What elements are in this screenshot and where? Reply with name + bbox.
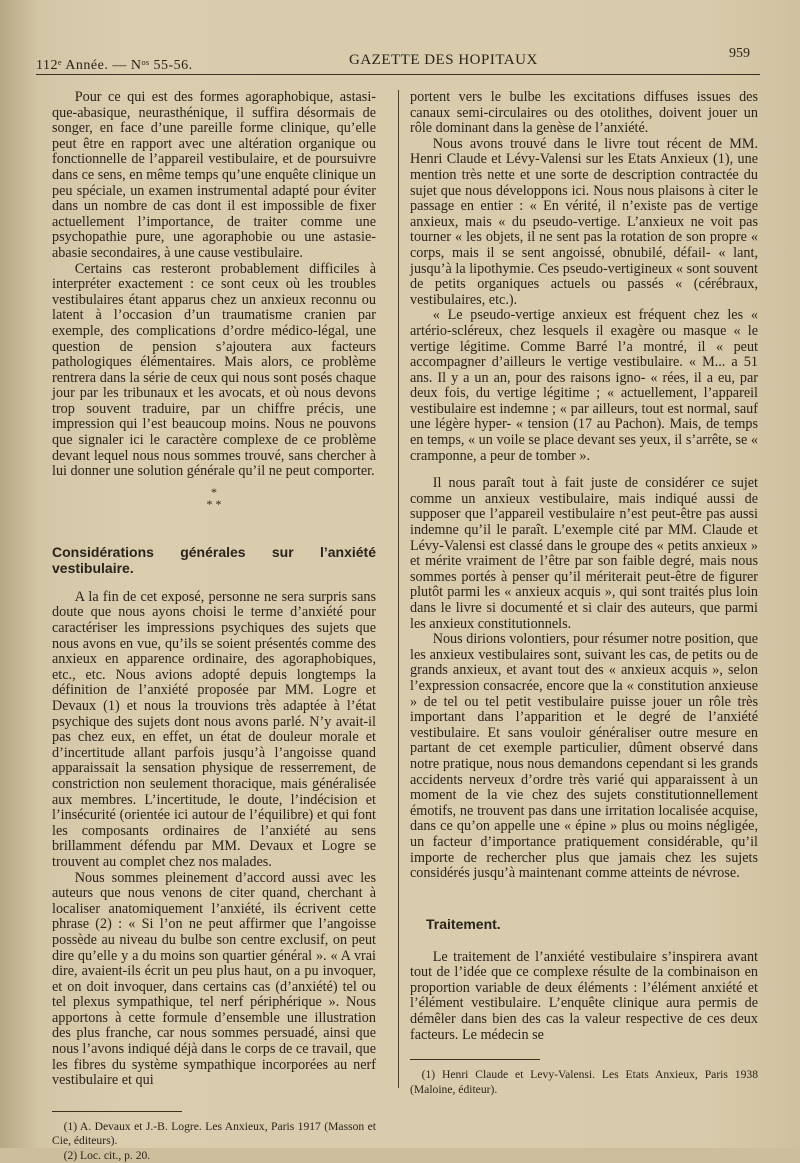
section-separator: * * * [206,484,222,511]
footnote: (1) Henri Claude et Levy-Valensi. Les Etats Anxieux, Paris 1938 (Maloine, éditeur). [410,1068,758,1096]
paragraph: « Le pseudo-vertige anxieux est fréquent chez les « artério-scléreux, chez lesquels il exagère ou masque « le vertige légitime. Comme Barré l’a montré, il « peut accompagner d’ailleurs le vertige vestibulaire. « M... a 51 ans. Il y a un an, pour des raisons igno- « rées, il a eu, par deux fois, du vertige légitime ; « actuellement, l’appareil vestibulaire est indemne ; « par ailleurs, tout est normal, sauf une légère hyper- « tension (17 au Pachon). Mais, de temps en temps, « un voile se place devant ses yeux, il s’arrête, se « cramponne, a peur de tomber ». [410,307,758,464]
journal-title: GAZETTE DES HOPITAUX [349,52,538,68]
footnote-rule [52,1111,182,1112]
page-number: 959 [729,46,750,61]
footnote-rule [410,1059,540,1060]
paragraph: Il nous paraît tout à fait juste de considérer ce sujet comme un anxieux vestibulaire, mais indiqué aussi de supposer que l’appareil vestibulaire n’est peut-être pas aussi indemne qu’il le paraît. L’exemple cité par MM. Claude et Lévy-Valensi est classé dans le groupe des « petits anxieux » et mérite vraiment de l’être par son faible degré, mais nous sommes portés à penser qu’il mériterait peut-être de figurer plutôt parmi les « anxieux acquis », qui sont traités plus loin dans le livre si documenté et si clair des auteurs, que parmi les anxieux constitutionnels. [410,475,758,632]
right-column [410,90,758,1097]
paragraph: Pour ce qui est des formes agoraphobique, astasi-que-abasique, neurasthénique, il suffira désormais de songer, en face d’une pareille forme clinique, qu’elle peut être en rapport avec une altération organique ou fonctionnelle de l’appareil vestibulaire, et de poursuivre dans ce sens, en même temps qu’une enquête clinique un peu spéciale, un examen instrumental adapté pour éviter dans un nombre de cas dont il est impossible de fixer actuellement l’importance, de traiter comme une psychopathie pure, une agoraphobie ou une astasie-abasie secondaires, à une cause vestibulaire. [52,89,376,261]
footnote: (2) Loc. cit., p. 20. [63,1148,151,1162]
paragraph: Le traitement de l’anxiété vestibulaire s’inspirera avant tout de l’idée que ce complexe résulte de la combinaison en proportion variable de deux éléments : l’élément anxiété et l’élément vestibulaire. L’enquête clinique aura permis de démêler dans bien des cas la valeur respective de ces deux facteurs. Le médecin se [410,948,758,1043]
section-title: Traitement. [426,915,501,932]
section-title: Considérations générales sur l’anxiété vestibulaire. [52,543,376,576]
left-column [52,90,376,1163]
paragraph: Nous sommes pleinement d’accord aussi avec les auteurs que nous venons de citer quand, cherchant à localiser anatomiquement l’anxiété, ils écrivent cette phrase (2) : « Si l’on ne peut affirmer que l’angoisse possède au niveau du bulbe son centre exclusif, on peut dire qu’elle y a du moins son quartier général ». « A vrai dire, avaient-ils écrit un peu plus haut, on a pu invoquer, et on doit invoquer, dans certains cas (d’anxiété) tel ou tel plexus sympathique, tel nerf périphérique ». Nous apportons à cette formule d’ensemble une illustration des plus franche, car nous sommes persuadé, ainsi que nous l’avons indiqué déjà dans le corps de ce travail, que les fibres du système sympathique incorporées au nerf vestibulaire et qui [52,869,376,1089]
footnote: (1) A. Devaux et J.-B. Logre. Les Anxieux, Paris 1917 (Masson et Cie, éditeurs). [52,1119,376,1148]
paragraph: portent vers le bulbe les excitations diffuses issues des canaux semi-circulaires ou des otolithes, doivent jouer un rôle dominant dans la genèse de l’anxiété. [410,89,758,137]
paragraph: Certains cas resteront probablement difficiles à interpréter exactement : ce sont ceux où les troubles vestibulaires étant apparus chez un anxieux reconnu ou latent à l’occasion d’un traumatisme cranien par exemple, des complications d’ordre médico-légal, une question de pension s’ajoutera aux facteurs pathologiques élémentaires. Mais alors, ce problème rentrera dans la série de ceux qui nous sont posés chaque jour par les tribunaux et les avocats, et où nous devons trop souvent traduire, par un chiffre précis, une impression qui l’est beaucoup moins. Nous ne pouvons que signaler ici le caractère complexe de ce problème devant lequel nous nous sommes trouvé, sans chercher à lui donner une solution générale qu’il ne peut comporter. [52,260,376,480]
issue-number: 112ᵉ Année. — Nᵒˢ 55-56. [36,58,193,73]
header-rule [36,74,760,75]
paragraph: A la fin de cet exposé, personne ne sera surpris sans doute que nous ayons choisi le terme d’anxiété pour caractériser les impressions psychiques des sujets que nous avons en vue, qu’ils se soient présentés comme des anxieux en apparence ordinaire, des agoraphobiques, etc., etc. Nous avions adopté depuis longtemps la définition de l’anxiété proposée par MM. Logre et Devaux (1) et nous la trouvions très adaptée à l’état psychique des sujets dont nous avons parlé. N’y avait-il pas chez eux, en effet, un état de douleur morale et d’incertitude allant parfois jusqu’à l’angoisse quand apparaissait la sensation physique de resserrement, de constriction non seulement thoracique, mais généralisée aux membres. L’incertitude, le doute, l’indécision et l’insécurité (orientée ici autour de l’équilibre) et qui font les composants ordinaires de l’anxiété au sens brillamment défendu par MM. Devaux et Logre se trouvent au complet chez nos malades. [52,588,376,870]
page-header [36,46,750,76]
paragraph: Nous avons trouvé dans le livre tout récent de MM. Henri Claude et Lévy-Valensi sur les Etats Anxieux (1), une mention très nette et une sorte de description contractée du sujet que nous développons ici. Nous nous plaisons à citer le passage en entier : « En vérité, il n’existe pas de vertige anxieux, mais « du pseudo-vertige. L’anxieux ne voit pas tourner « les objets, il ne sent pas la rotation de son propre « corps, mais il se sent angoissé, obnubilé, défail- « lant, jusqu’à la lipothymie. Ces pseudo-vertigineux « sont souvent de petits organiques actuels ou passés « (cérébraux, vestibulaires, etc.). [410,135,758,308]
column-divider [398,90,399,1088]
paragraph: Nous dirions volontiers, pour résumer notre position, que les anxieux vestibulaires sont, suivant les cas, de petits ou de grands anxieux, et avant tout des « anxieux acquis », selon l’expression consacrée, encore que la « constitution anxieuse » de tel ou tel petit vestibulaire puisse jouer un rôle très important dans l’apparition et le degré de l’anxiété vestibulaire. Et sans vouloir généraliser outre mesure en partant de cet exemple particulier, dûment observé dans notre pratique, nous nous demandons cependant si les grands accidents nerveux d’ordre très varié qui apparaissent à un moment de la vie chez des sujets constitutionnellement émotifs, ne trouvent pas dans une irritation localisée acquise, dans ce qu’on appelle une « épine » plus ou moins négligée, un facteur d’importance pratiquement considérable, qu’il importe de rechercher plus que jamais chez les sujets considérés jusqu’à maintenant comme atteints de névrose. [410,631,758,882]
